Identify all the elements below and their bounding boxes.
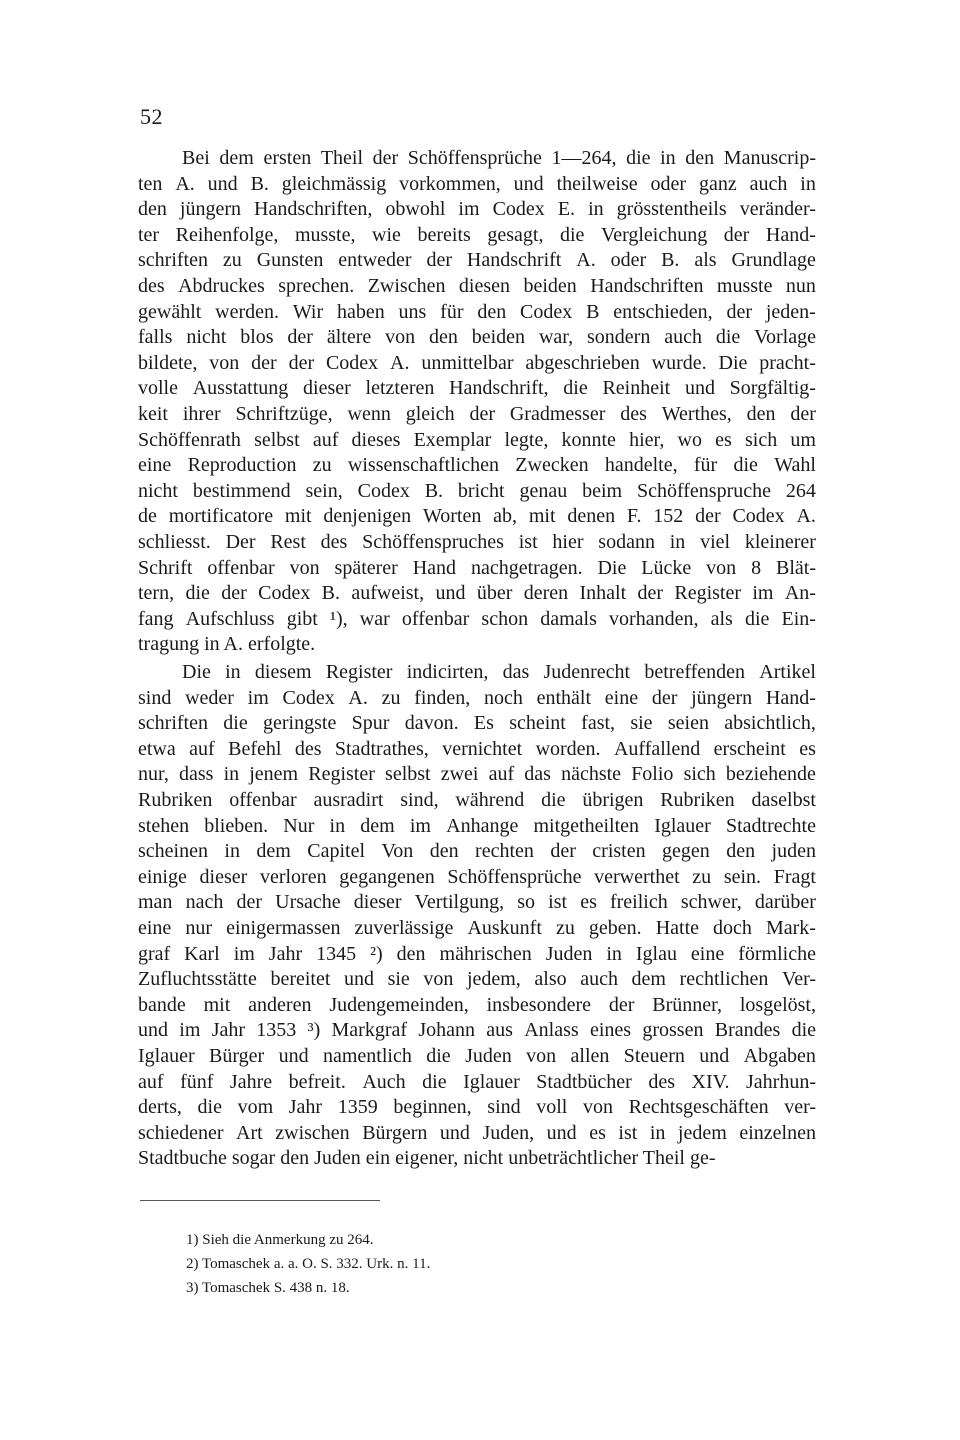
text-line: ter Reihenfolge, musste, wie bereits gesagt, die Vergleichung der Hand- xyxy=(138,223,816,246)
text-line: nur, dass in jenem Register selbst zwei auf das nächste Folio sich beziehende xyxy=(138,763,816,786)
footnote-3: 3) Tomaschek S. 438 n. 18. xyxy=(186,1280,350,1296)
text-line: Schrift offenbar von späterer Hand nachgetragen. Die Lücke von 8 Blät- xyxy=(138,556,816,579)
text-line: schiedener Art zwischen Bürgern und Juden, und es ist in jedem einzelnen xyxy=(138,1121,816,1144)
text-line: eine Reproduction zu wissenschaftlichen Zwecken handelte, für die Wahl xyxy=(138,454,816,477)
text-line: gewählt werden. Wir haben uns für den Codex B entschieden, der jeden- xyxy=(138,300,816,323)
text-line: Die in diesem Register indicirten, das Judenrecht betreffenden Artikel xyxy=(182,661,816,683)
footnotes xyxy=(186,1228,430,1300)
text-line: de mortificatore mit denjenigen Worten ab, mit denen F. 152 der Codex A. xyxy=(138,505,816,528)
text-line: eine nur einigermassen zuverlässige Auskunft zu geben. Hatte doch Mark- xyxy=(138,916,816,939)
text-line: Zufluchtsstätte bereitet und sie von jedem, also auch dem rechtlichen Ver- xyxy=(138,968,816,991)
text-line: falls nicht blos der ältere von den beiden war, sondern auch die Vorlage xyxy=(138,326,816,349)
text-line: schliesst. Der Rest des Schöffenspruches ist hier sodann in viel kleinerer xyxy=(138,530,816,553)
text-line: Stadtbuche sogar den Juden ein eigener, nicht unbeträchtlicher Theil ge- xyxy=(138,1147,716,1170)
text-line: Bei dem ersten Theil der Schöffensprüche 1—264, die in den Manuscrip- xyxy=(182,147,816,169)
text-line: tragung in A. erfolgte. xyxy=(138,633,316,656)
text-line: etwa auf Befehl des Stadtrathes, vernichtet worden. Auffallend erscheint es xyxy=(138,737,816,760)
text-line: volle Ausstattung dieser letzteren Handschrift, die Reinheit und Sorgfältig- xyxy=(138,377,816,400)
text-line: Iglauer Bürger und namentlich die Juden von allen Steuern und Abgaben xyxy=(138,1044,816,1067)
text-line: den jüngern Handschriften, obwohl im Codex E. in grösstentheils veränder- xyxy=(138,198,816,221)
text-line: fang Aufschluss gibt ¹), war offenbar schon damals vorhanden, als die Ein- xyxy=(138,607,816,630)
text-line: Rubriken offenbar ausradirt sind, während die übrigen Rubriken daselbst xyxy=(138,788,816,811)
page-number: 52 xyxy=(140,104,163,129)
footnote-1: 1) Sieh die Anmerkung zu 264. xyxy=(186,1232,374,1248)
text-line: tern, die der Codex B. aufweist, und über deren Inhalt der Register im An- xyxy=(138,582,816,605)
text-line: sind weder im Codex A. zu finden, noch enthält eine der jüngern Hand- xyxy=(138,686,816,709)
footnote-divider xyxy=(140,1200,380,1201)
paragraph-2 xyxy=(138,660,816,1172)
text-line: schriften zu Gunsten entweder der Handschrift A. oder B. als Grundlage xyxy=(138,249,816,272)
text-line: nicht bestimmend sein, Codex B. bricht genau beim Schöffenspruche 264 xyxy=(138,479,816,502)
text-line: bande mit anderen Judengemeinden, insbesondere der Brünner, losgelöst, xyxy=(138,993,816,1016)
text-line: stehen blieben. Nur in dem im Anhange mitgetheilten Iglauer Stadtrechte xyxy=(138,814,816,837)
paragraph-1 xyxy=(138,146,816,658)
text-line: keit ihrer Schriftzüge, wenn gleich der Gradmesser des Werthes, den der xyxy=(138,402,816,425)
text-line: derts, die vom Jahr 1359 beginnen, sind voll von Rechtsgeschäften ver- xyxy=(138,1096,816,1119)
footnote-2: 2) Tomaschek a. a. O. S. 332. Urk. n. 11. xyxy=(186,1256,431,1272)
text-line: und im Jahr 1353 ³) Markgraf Johann aus Anlass eines grossen Brandes die xyxy=(138,1019,816,1042)
text-line: Schöffenrath selbst auf dieses Exemplar legte, konnte hier, wo es sich um xyxy=(138,428,816,451)
text-line: einige dieser verloren gegangenen Schöffensprüche verwerthet zu sein. Fragt xyxy=(138,865,816,888)
text-line: bildete, von der der Codex A. unmittelbar abgeschrieben wurde. Die pracht- xyxy=(138,351,816,374)
text-line: des Abdruckes sprechen. Zwischen diesen beiden Handschriften musste nun xyxy=(138,274,816,297)
text-line: ten A. und B. gleichmässig vorkommen, und theilweise oder ganz auch in xyxy=(138,172,816,195)
text-line: scheinen in dem Capitel Von den rechten der cristen gegen den juden xyxy=(138,840,816,863)
text-line: schriften die geringste Spur davon. Es scheint fast, sie seien absichtlich, xyxy=(138,712,816,735)
text-line: auf fünf Jahre befreit. Auch die Iglauer Stadtbücher des XIV. Jahrhun- xyxy=(138,1070,816,1093)
text-line: graf Karl im Jahr 1345 ²) den mährischen Juden in Iglau eine förmliche xyxy=(138,942,816,965)
text-line: man nach der Ursache dieser Vertilgung, so ist es freilich schwer, darüber xyxy=(138,891,816,914)
